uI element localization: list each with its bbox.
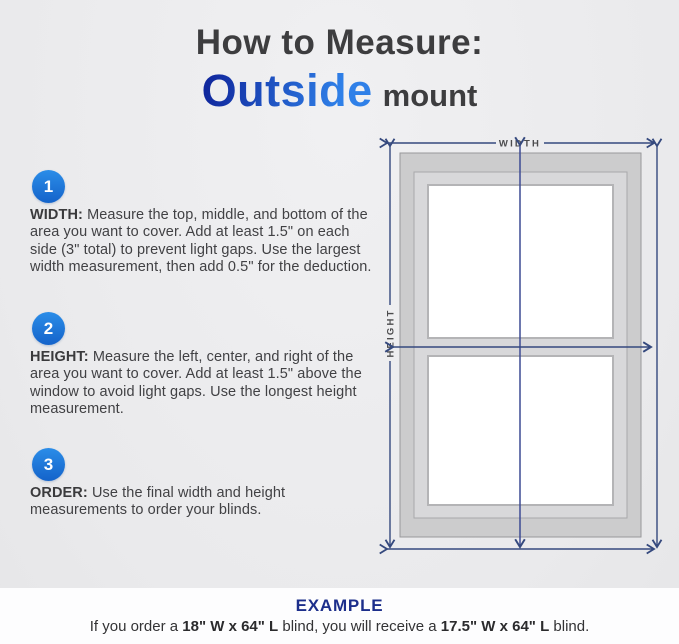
step-3-text [30, 485, 380, 520]
window-measurement-diagram [370, 128, 670, 563]
example-footer [0, 588, 679, 644]
step-1-body: Measure the top, middle, and bottom of the area you want to cover. Add at least 1.5" on each side (3" total) to prevent light gaps. Use the largest width measurement, then add 0.5" for the deduction. [30, 207, 372, 276]
example-prefix: If you order a [89, 618, 183, 635]
step-3-label: ORDER: [30, 485, 88, 501]
example-sentence [0, 618, 679, 635]
title-suffix-mount: mount [382, 77, 478, 113]
width-label: WIDTH [498, 138, 542, 150]
page-title [0, 24, 679, 117]
step-2-label: HEIGHT: [30, 349, 89, 365]
step-2 [30, 312, 382, 419]
step-2-text [30, 349, 380, 419]
example-received-size: 17.5" W x 64" L [440, 618, 550, 635]
step-3-number-badge: 3 [32, 448, 65, 481]
height-label: HEIGHT [385, 308, 397, 358]
step-1-text [30, 207, 380, 277]
example-heading: EXAMPLE [295, 596, 384, 615]
step-3 [30, 448, 382, 520]
example-ordered-size: 18" W x 64" L [182, 618, 279, 635]
title-highlight-outside: Outside [201, 64, 373, 116]
step-1 [30, 170, 382, 277]
step-2-body: Measure the left, center, and right of the area you want to cover. Add at least 1.5" above the window to avoid light gaps. Use the longest height measurement. [30, 349, 362, 418]
step-1-number-badge: 1 [32, 170, 65, 203]
example-middle: blind, you will receive a [278, 618, 441, 635]
step-1-label: WIDTH: [30, 207, 83, 223]
example-suffix: blind. [549, 618, 590, 635]
title-line-2 [0, 65, 679, 117]
step-3-body: Use the final width and height measurements to order your blinds. [30, 485, 286, 519]
step-2-number-badge: 2 [32, 312, 65, 345]
title-line-1: How to Measure: [195, 23, 484, 62]
